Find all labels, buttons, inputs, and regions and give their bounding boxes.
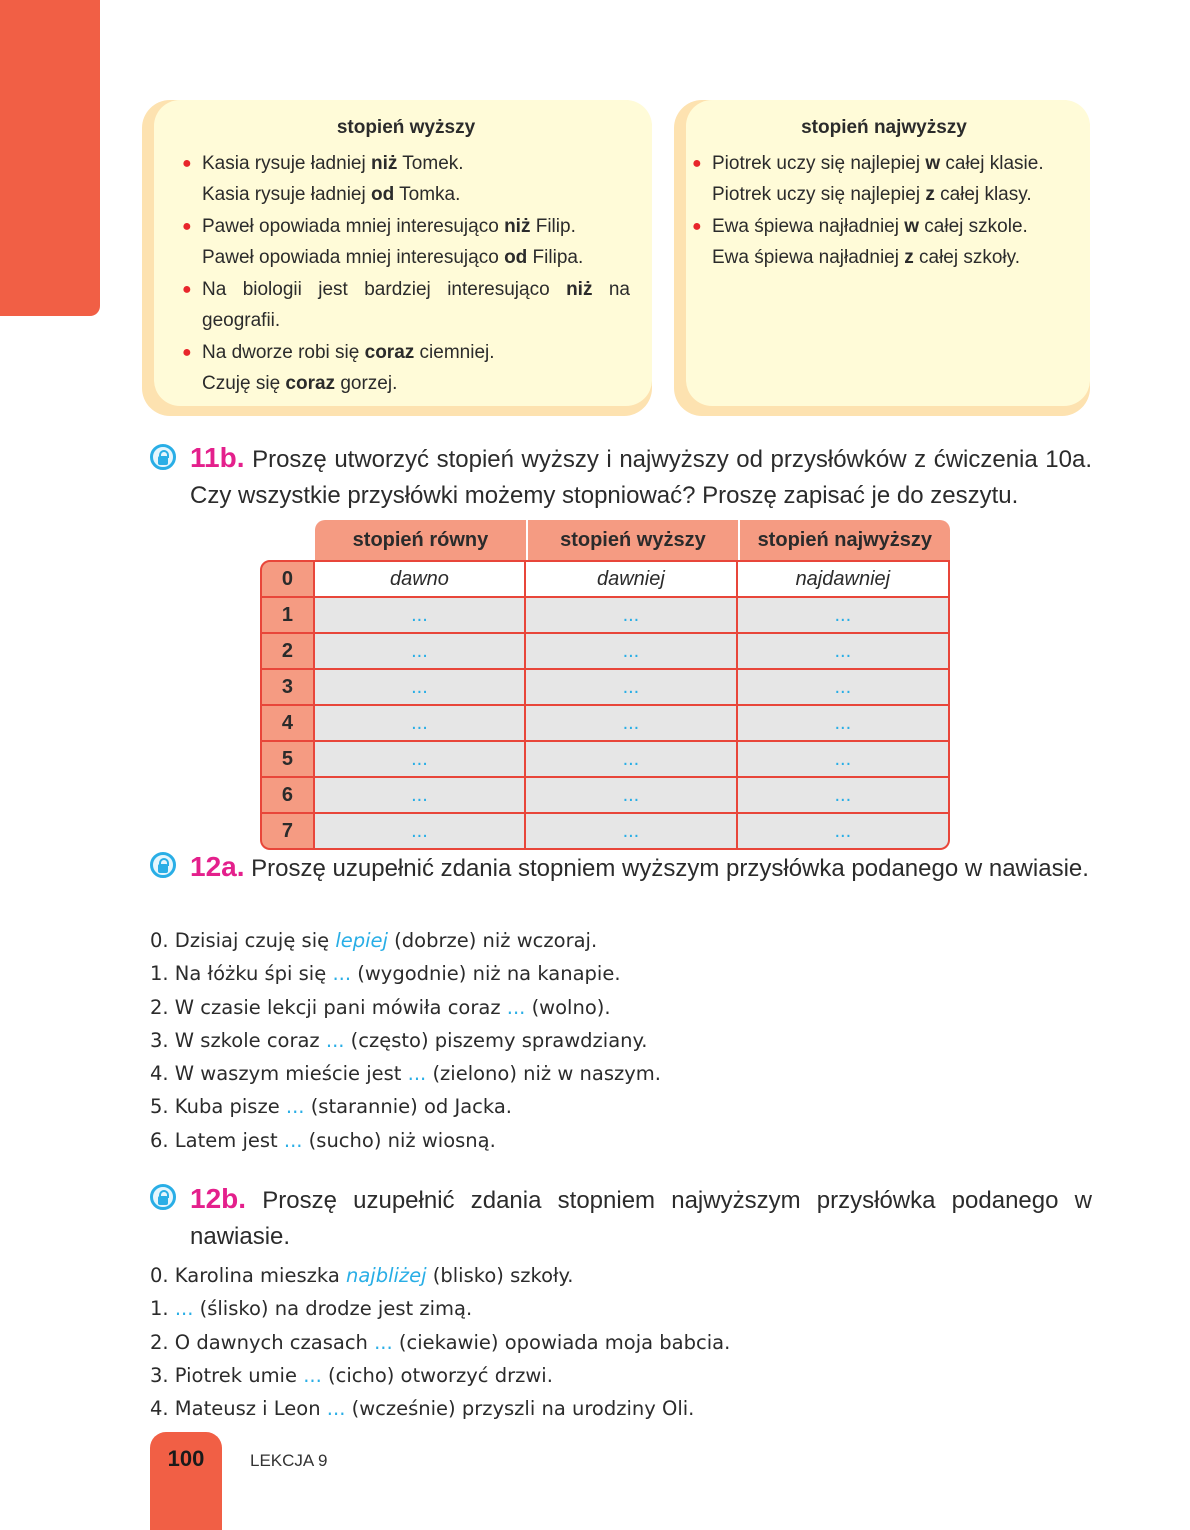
table-cell: ... <box>738 634 950 670</box>
table-cell: ... <box>526 814 737 850</box>
table-row <box>260 742 950 778</box>
row-number: 1 <box>260 598 315 634</box>
table-cell: dawniej <box>526 560 737 598</box>
table-cell: najdawniej <box>738 560 950 598</box>
side-color-tab <box>0 0 100 316</box>
exercise-11b-instruction: 11b. Proszę utworzyć stopień wyższy i najwyższy od przysłówków z ćwiczenia 10a. Czy wszystkie przysłówki możemy stopniować? Proszę zapisać je do zeszytu. <box>190 442 1093 509</box>
table-cell: ... <box>526 778 737 814</box>
writing-task-icon <box>150 852 176 878</box>
blank-slot: ... <box>326 1397 346 1421</box>
table-cell: ... <box>315 598 526 634</box>
sentence: 0. Karolina mieszka najbliżej (blisko) szkoły. <box>150 1264 574 1287</box>
table-cell: ... <box>526 634 737 670</box>
bullet-icon: ● <box>182 280 192 298</box>
bullet-icon: ● <box>182 154 192 172</box>
lesson-label: LEKCJA 9 <box>250 1451 328 1470</box>
sentence: 3. W szkole coraz ... (często) piszemy sprawdziany. <box>150 1028 648 1052</box>
superlative-rule-box <box>674 100 1090 416</box>
row-number: 0 <box>260 560 315 598</box>
table-cell: ... <box>315 670 526 706</box>
sentence: 6. Latem jest ... (sucho) niż wiosną. <box>150 1128 496 1152</box>
table-cell: ... <box>526 742 737 778</box>
column-header: stopień równy <box>315 520 526 560</box>
sentence: 3. Piotrek umie ... (cicho) otworzyć drzwi. <box>150 1363 553 1387</box>
table-cell: dawno <box>315 560 526 598</box>
blank-slot: ... <box>506 995 526 1019</box>
rule-item: ● Paweł opowiada mniej interesująco niż Filip. Paweł opowiada mniej interesująco od Filipa. <box>182 211 630 274</box>
rule-item: ● Na dworze robi się coraz ciemniej. Czuję się coraz gorzej. <box>182 337 630 400</box>
sentence: 5. Kuba pisze ... (starannie) od Jacka. <box>150 1095 512 1119</box>
row-number: 3 <box>260 670 315 706</box>
exercise-12a-sentences <box>150 924 661 1157</box>
table-cell: ... <box>315 706 526 742</box>
row-number: 5 <box>260 742 315 778</box>
column-header: stopień wyższy <box>526 520 737 560</box>
blank-slot: ... <box>374 1330 393 1354</box>
table-row <box>260 598 950 634</box>
exercise-number: 12b. <box>190 1183 247 1214</box>
blank-slot: ... <box>407 1062 427 1086</box>
table-row <box>260 634 950 670</box>
table-row <box>260 814 950 850</box>
blank-slot: ... <box>174 1297 194 1321</box>
comparative-rule-box <box>142 100 652 416</box>
sentence: 1. Na łóżku śpi się ... (wygodnie) niż na kanapie. <box>150 962 621 986</box>
table-row <box>260 706 950 742</box>
example-answer: lepiej <box>335 929 388 952</box>
blank-slot: ... <box>303 1363 322 1387</box>
table-row <box>260 560 950 598</box>
comparative-title: stopień wyższy <box>336 117 476 138</box>
table-cell: ... <box>526 706 737 742</box>
table-cell: ... <box>526 670 737 706</box>
writing-task-icon <box>150 444 176 470</box>
sentence: 4. W waszym mieście jest ... (zielono) niż w naszym. <box>150 1062 661 1086</box>
blank-slot: ... <box>283 1128 303 1152</box>
example-answer: najbliżej <box>345 1264 427 1287</box>
table-cell: ... <box>738 742 950 778</box>
bullet-icon: ● <box>692 217 702 235</box>
table-cell: ... <box>738 814 950 850</box>
sentence: 0. Dzisiaj czuję się lepiej (dobrze) niż wczoraj. <box>150 929 598 952</box>
writing-task-icon <box>150 1184 176 1210</box>
rule-item: ● Ewa śpiewa najładniej w całej szkole. Ewa śpiewa najładniej z całej szkoły. <box>692 211 1076 274</box>
exercise-12b-sentences <box>150 1259 730 1425</box>
table-row <box>260 778 950 814</box>
blank-slot: ... <box>285 1095 305 1119</box>
rule-item: ● Na biologii jest bardziej interesująco niż na geografii. <box>182 274 630 337</box>
superlative-title: stopień najwyższy <box>801 117 967 138</box>
row-number: 6 <box>260 778 315 814</box>
table-cell: ... <box>315 634 526 670</box>
row-number: 2 <box>260 634 315 670</box>
table-cell: ... <box>738 706 950 742</box>
page-number: 100 <box>167 1446 205 1471</box>
table-row <box>260 670 950 706</box>
row-number: 7 <box>260 814 315 850</box>
table-cell: ... <box>315 742 526 778</box>
exercise-number: 11b. <box>190 442 245 473</box>
rule-item: ● Kasia rysuje ładniej niż Tomek. Kasia rysuje ładniej od Tomka. <box>182 148 630 211</box>
bullet-icon: ● <box>182 343 192 361</box>
exercise-number: 12a. <box>190 851 245 882</box>
table-cell: ... <box>738 670 950 706</box>
row-number: 4 <box>260 706 315 742</box>
table-cell: ... <box>315 814 526 850</box>
sentence: 1. ... (ślisko) na drodze jest zimą. <box>150 1297 473 1321</box>
bullet-icon: ● <box>692 154 702 172</box>
table-cell: ... <box>738 598 950 634</box>
blank-slot: ... <box>332 962 352 986</box>
column-header: stopień najwyższy <box>738 520 950 560</box>
exercise-12a-instruction: 12a. Proszę uzupełnić zdania stopniem wyższym przysłówka podanego w nawiasie. <box>190 851 1089 882</box>
exercise-12b-instruction: 12b. Proszę uzupełnić zdania stopniem najwyższym przysłówka podanego w nawiasie. <box>190 1183 1092 1250</box>
rule-item: ● Piotrek uczy się najlepiej w całej klasie. Piotrek uczy się najlepiej z całej klasy. <box>692 148 1076 211</box>
table-cell: ... <box>315 778 526 814</box>
table-cell: ... <box>526 598 737 634</box>
sentence: 2. O dawnych czasach ... (ciekawie) opowiada moja babcia. <box>150 1330 731 1354</box>
bullet-icon: ● <box>182 217 192 235</box>
table-cell: ... <box>738 778 950 814</box>
blank-slot: ... <box>325 1028 345 1052</box>
adverb-degree-table <box>260 520 950 850</box>
sentence: 4. Mateusz i Leon ... (wcześnie) przyszli na urodziny Oli. <box>150 1397 695 1421</box>
sentence: 2. W czasie lekcji pani mówiła coraz ... (wolno). <box>150 995 611 1019</box>
